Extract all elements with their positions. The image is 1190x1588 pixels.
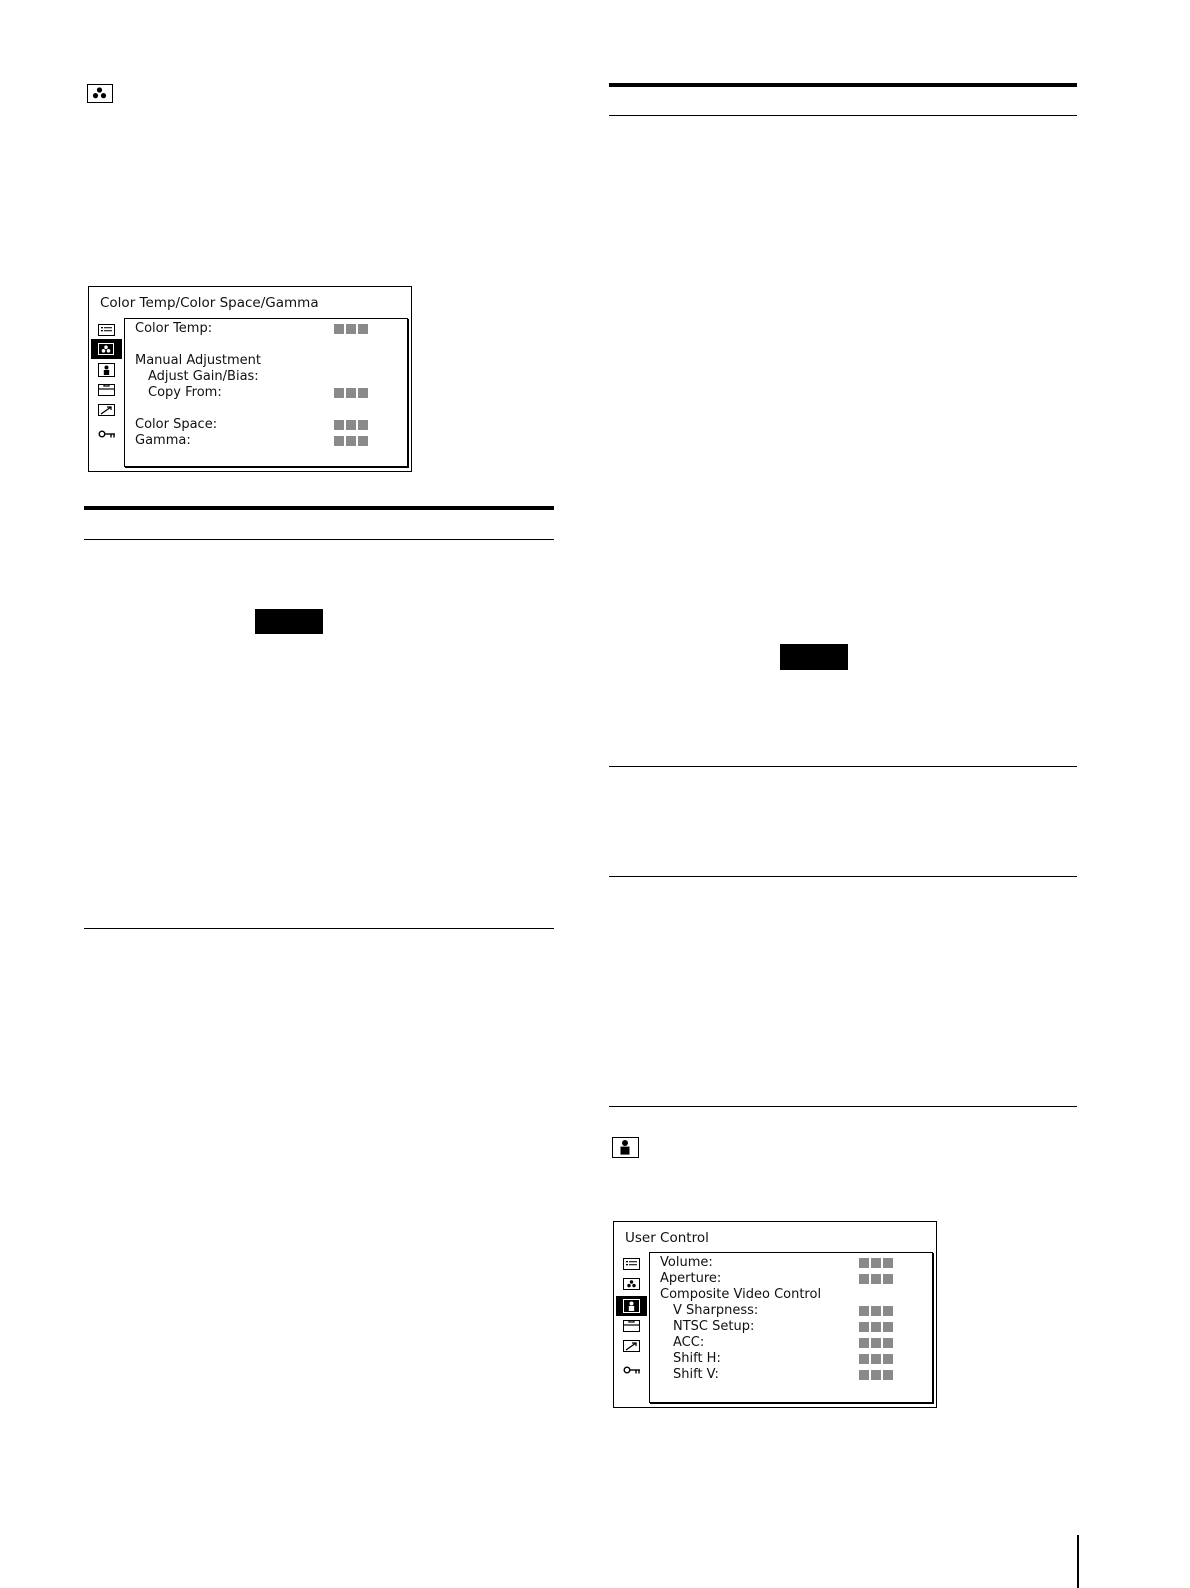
menu-item-volume[interactable]: [660, 1255, 932, 1271]
menu-item-label: Color Space:: [135, 417, 218, 432]
menu-item-label: Volume:: [660, 1255, 713, 1270]
value-placeholder: [334, 388, 368, 398]
value-placeholder: [859, 1322, 893, 1332]
menu-item-color-temp[interactable]: [135, 321, 407, 337]
menu-item-label: Aperture:: [660, 1271, 722, 1286]
section-rule: [609, 766, 1077, 767]
color-temp-menu-screen: [88, 286, 412, 472]
section-rule: [609, 115, 1077, 116]
menu-item-label: Manual Adjustment: [135, 353, 262, 368]
section-rule-thick: [84, 506, 554, 510]
menu-item-label: Shift H:: [673, 1351, 721, 1366]
menu-item-label: Shift V:: [673, 1367, 719, 1382]
value-placeholder: [859, 1354, 893, 1364]
status-icon[interactable]: [623, 1258, 640, 1270]
key-icon[interactable]: [98, 424, 116, 434]
menu-item-label: Adjust Gain/Bias:: [148, 369, 259, 384]
color-temp-section-icon: [87, 84, 113, 103]
menu-item-acc[interactable]: [673, 1335, 932, 1351]
section-rule: [84, 539, 554, 540]
menu-item-ntsc-setup[interactable]: [673, 1319, 932, 1335]
menu-item-label: Copy From:: [148, 385, 222, 400]
value-placeholder: [859, 1370, 893, 1380]
menu-list-panel: [649, 1252, 933, 1403]
menu-item-label: NTSC Setup:: [673, 1319, 755, 1334]
section-rule: [609, 876, 1077, 877]
menu-item-color-space[interactable]: [135, 417, 407, 433]
value-placeholder: [334, 324, 368, 334]
menu-item-copy-from[interactable]: [148, 385, 407, 401]
section-rule-thick: [609, 83, 1077, 87]
user-control-icon[interactable]: [616, 1296, 647, 1316]
color-temp-icon[interactable]: [623, 1278, 640, 1290]
menu-item-label: V Sharpness:: [673, 1303, 759, 1318]
menu-item-shift-h[interactable]: [673, 1351, 932, 1367]
key-icon[interactable]: [623, 1360, 641, 1370]
menu-item-label: Gamma:: [135, 433, 191, 448]
black-label-block: [780, 644, 848, 670]
section-rule: [609, 1106, 1077, 1107]
menu-item-shift-v[interactable]: [673, 1367, 932, 1383]
value-placeholder: [859, 1274, 893, 1284]
menu-item-v-sharpness[interactable]: [673, 1303, 932, 1319]
menu-item-adjust-gain-bias[interactable]: [148, 369, 407, 385]
user-control-menu-screen: [613, 1221, 937, 1408]
menu-item-manual-adjustment[interactable]: [135, 353, 407, 369]
menu-item-label: Composite Video Control: [660, 1287, 822, 1302]
value-placeholder: [859, 1338, 893, 1348]
status-icon[interactable]: [98, 324, 115, 336]
trend-icon[interactable]: [98, 404, 115, 416]
screen-title: Color Temp/Color Space/Gamma: [100, 295, 319, 311]
user-control-icon[interactable]: [98, 363, 115, 377]
value-placeholder: [859, 1258, 893, 1268]
black-label-block: [255, 609, 323, 634]
user-control-section-icon: [612, 1137, 639, 1158]
color-temp-icon[interactable]: [91, 339, 122, 359]
toolbox-icon[interactable]: [623, 1320, 640, 1332]
menu-item-composite-video-control[interactable]: [660, 1287, 932, 1303]
menu-item-gamma[interactable]: [135, 433, 407, 449]
menu-item-label: Color Temp:: [135, 321, 213, 336]
value-placeholder: [859, 1306, 893, 1316]
section-rule: [84, 928, 554, 929]
page-edge-marker: [1077, 1535, 1079, 1588]
value-placeholder: [334, 420, 368, 430]
menu-list-panel: [124, 318, 408, 467]
value-placeholder: [334, 436, 368, 446]
menu-item-aperture[interactable]: [660, 1271, 932, 1287]
screen-title: User Control: [625, 1230, 709, 1246]
menu-item-label: ACC:: [673, 1335, 705, 1350]
trend-icon[interactable]: [623, 1340, 640, 1352]
toolbox-icon[interactable]: [98, 384, 115, 396]
